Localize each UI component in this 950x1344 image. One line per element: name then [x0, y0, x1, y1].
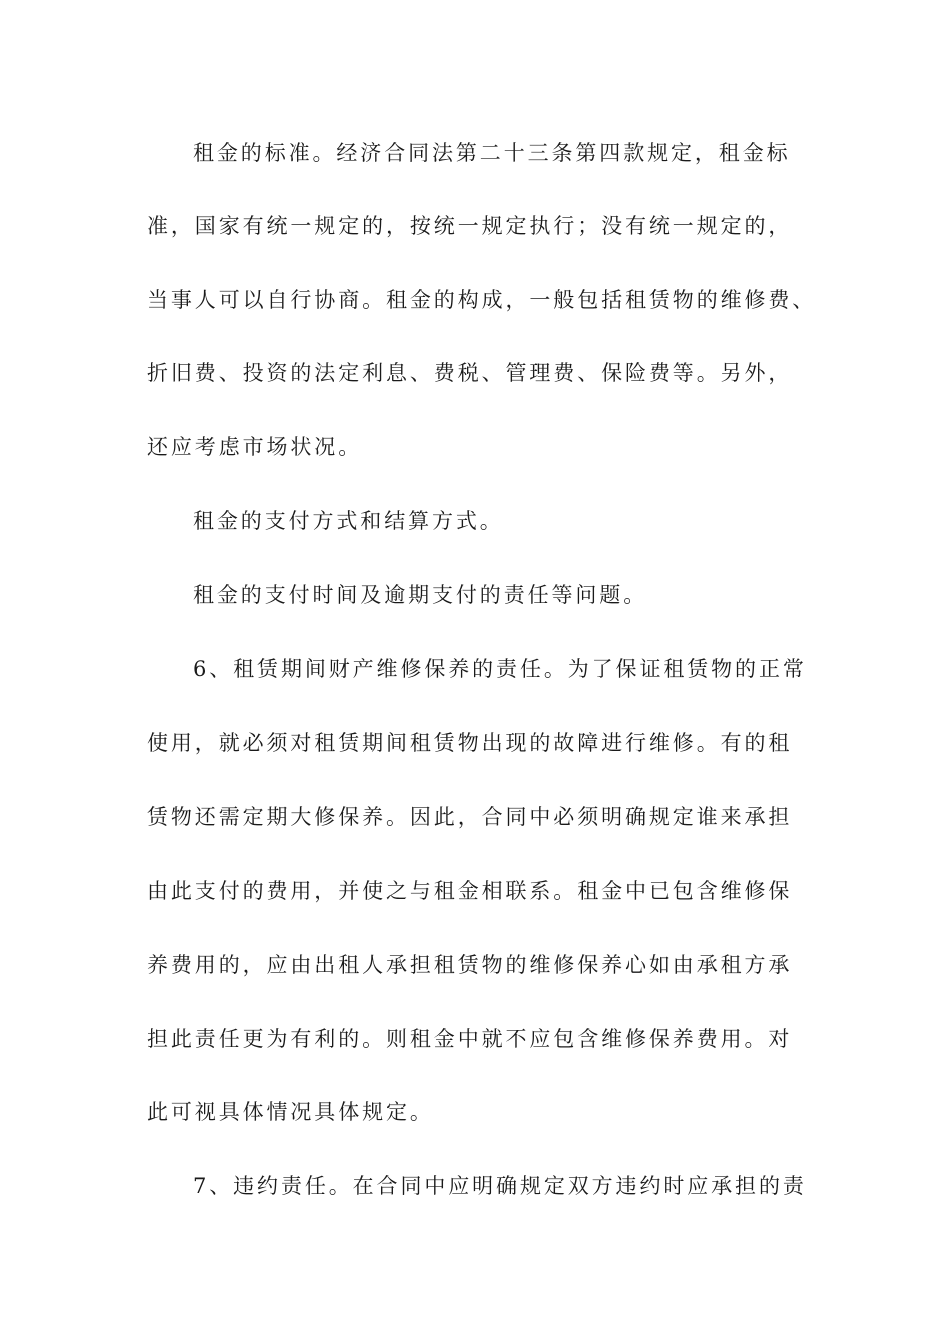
paragraph-line: 当事人可以自行协商。租金的构成，一般包括租赁物的维修费、	[147, 288, 817, 312]
paragraph-line: 赁物还需定期大修保养。因此，合同中必须明确规定谁来承担	[147, 805, 793, 829]
paragraph-line: 由此支付的费用，并使之与租金相联系。租金中已包含维修保	[147, 879, 793, 903]
paragraph-line: 使用，就必须对租赁期间租赁物出现的故障进行维修。有的租	[147, 731, 793, 755]
paragraph-line: 租金的标准。经济合同法第二十三条第四款规定，租金标	[193, 141, 791, 165]
paragraph-line: 折旧费、投资的法定利息、费税、管理费、保险费等。另外，	[147, 361, 793, 385]
paragraph-line: 担此责任更为有利的。则租金中就不应包含维修保养费用。对	[147, 1027, 793, 1051]
paragraph-line: 6、租赁期间财产维修保养的责任。为了保证租赁物的正常	[193, 657, 807, 681]
paragraph-line: 养费用的，应由出租人承担租赁物的维修保养心如由承租方承	[147, 953, 793, 977]
paragraph-line: 租金的支付时间及逾期支付的责任等问题。	[193, 583, 648, 607]
paragraph-line: 此可视具体情况具体规定。	[147, 1100, 434, 1124]
paragraph-line: 租金的支付方式和结算方式。	[193, 509, 504, 533]
paragraph-line: 准，国家有统一规定的，按统一规定执行；没有统一规定的，	[147, 214, 793, 238]
paragraph-line: 还应考虑市场状况。	[147, 435, 363, 459]
paragraph-line: 7、违约责任。在合同中应明确规定双方违约时应承担的责	[193, 1174, 807, 1198]
